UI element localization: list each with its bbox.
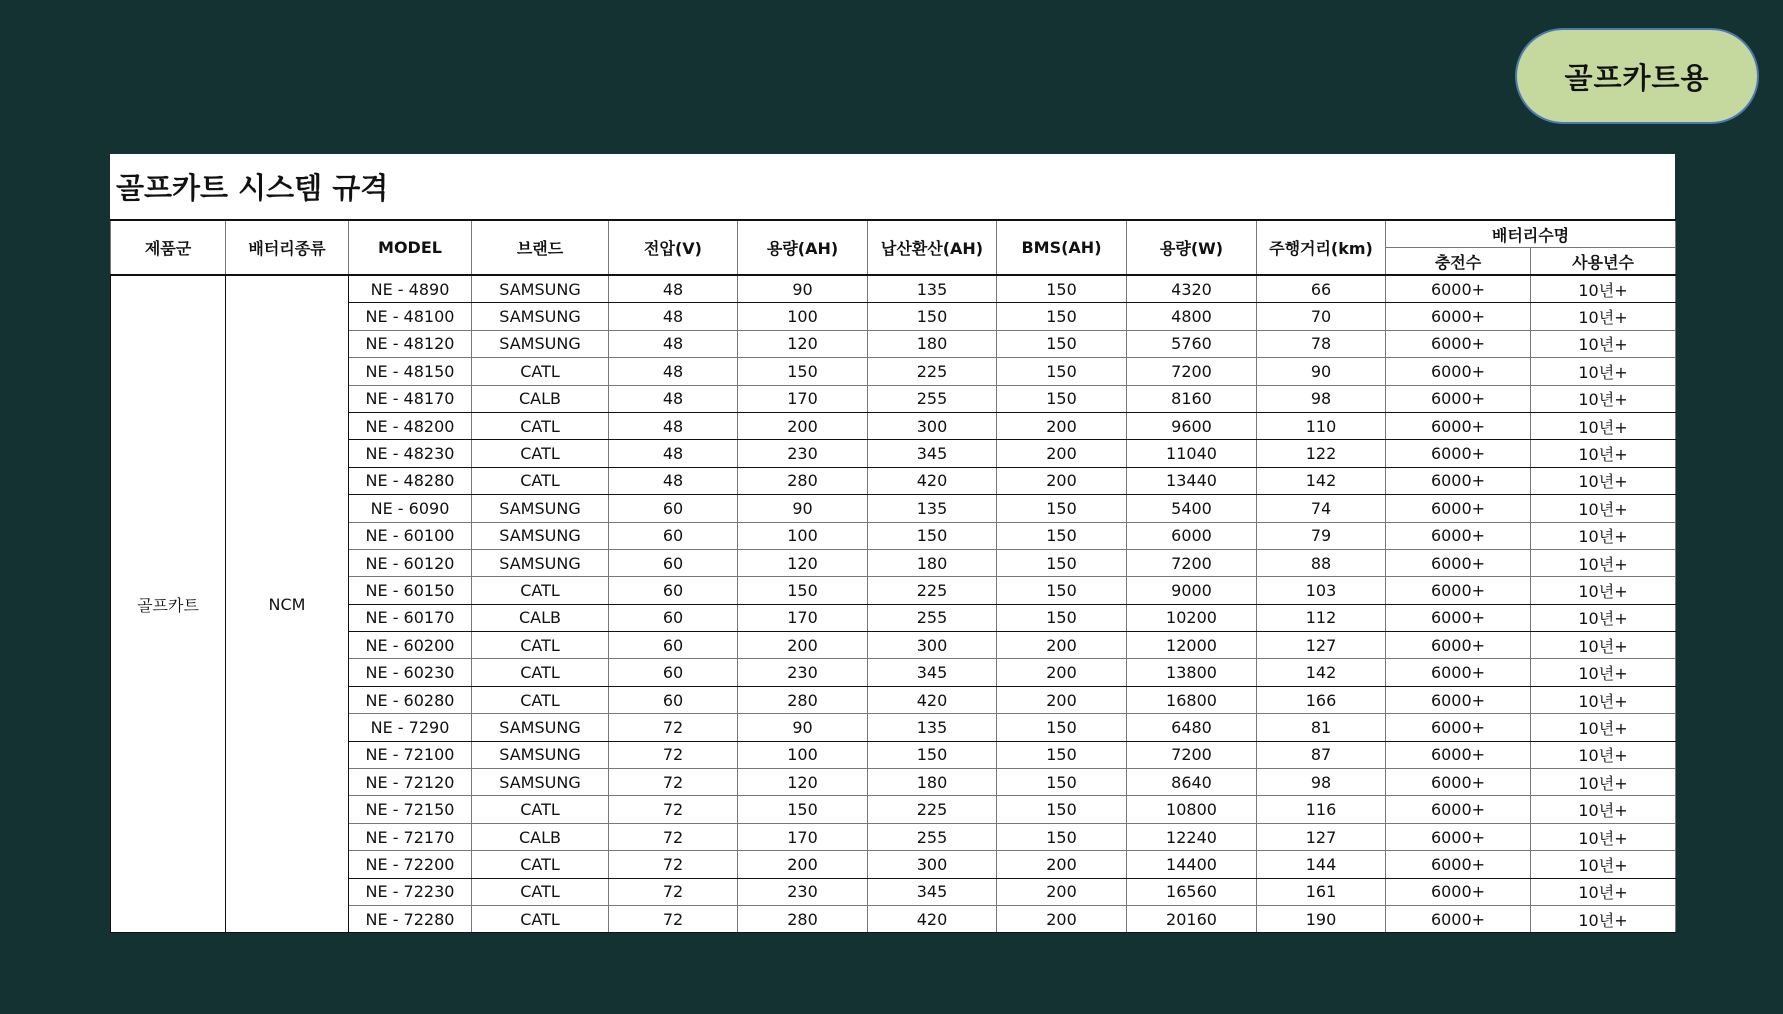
cell-capacity-w: 13440	[1127, 467, 1257, 494]
cell-lead-acid-equiv: 255	[868, 385, 997, 412]
cell-lead-acid-equiv: 300	[868, 632, 997, 659]
cell-range: 110	[1257, 412, 1386, 439]
cell-lead-acid-equiv: 135	[868, 275, 997, 303]
cell-range: 161	[1257, 878, 1386, 905]
cell-capacity-w: 12240	[1127, 823, 1257, 850]
cell-brand: SAMSUNG	[472, 549, 609, 576]
cell-capacity-ah: 90	[738, 495, 868, 522]
cell-bms: 150	[997, 769, 1127, 796]
cell-brand: CATL	[472, 878, 609, 905]
cell-bms: 200	[997, 412, 1127, 439]
cell-range: 81	[1257, 714, 1386, 741]
cell-capacity-w: 10200	[1127, 604, 1257, 631]
cell-voltage: 48	[609, 358, 738, 385]
cell-years: 10년+	[1531, 659, 1676, 686]
cell-capacity-ah: 280	[738, 686, 868, 713]
cell-model: NE - 60280	[349, 686, 472, 713]
cell-years: 10년+	[1531, 467, 1676, 494]
cell-brand: CATL	[472, 851, 609, 878]
cell-years: 10년+	[1531, 686, 1676, 713]
cell-capacity-w: 10800	[1127, 796, 1257, 823]
header-voltage: 전압(V)	[609, 220, 738, 275]
cell-cycles: 6000+	[1386, 275, 1531, 303]
cell-voltage: 60	[609, 686, 738, 713]
cell-cycles: 6000+	[1386, 878, 1531, 905]
cell-voltage: 48	[609, 440, 738, 467]
cell-years: 10년+	[1531, 330, 1676, 357]
cell-voltage: 72	[609, 851, 738, 878]
cell-capacity-ah: 200	[738, 632, 868, 659]
cell-voltage: 72	[609, 905, 738, 932]
cell-voltage: 60	[609, 495, 738, 522]
cell-lead-acid-equiv: 420	[868, 686, 997, 713]
cell-capacity-w: 16560	[1127, 878, 1257, 905]
cell-voltage: 72	[609, 714, 738, 741]
cell-years: 10년+	[1531, 412, 1676, 439]
cell-range: 142	[1257, 659, 1386, 686]
cell-battery-type: NCM	[226, 275, 349, 933]
cell-cycles: 6000+	[1386, 467, 1531, 494]
cell-capacity-ah: 150	[738, 796, 868, 823]
cell-capacity-ah: 120	[738, 549, 868, 576]
cell-voltage: 72	[609, 823, 738, 850]
cell-capacity-w: 13800	[1127, 659, 1257, 686]
cell-cycles: 6000+	[1386, 905, 1531, 932]
cell-lead-acid-equiv: 180	[868, 769, 997, 796]
cell-model: NE - 4890	[349, 275, 472, 303]
cell-capacity-w: 5760	[1127, 330, 1257, 357]
cell-bms: 150	[997, 522, 1127, 549]
cell-model: NE - 72120	[349, 769, 472, 796]
cell-bms: 150	[997, 714, 1127, 741]
cell-model: NE - 48100	[349, 303, 472, 330]
cell-voltage: 60	[609, 659, 738, 686]
cell-years: 10년+	[1531, 275, 1676, 303]
cell-model: NE - 7290	[349, 714, 472, 741]
cell-cycles: 6000+	[1386, 549, 1531, 576]
cell-lead-acid-equiv: 420	[868, 467, 997, 494]
cell-capacity-w: 6000	[1127, 522, 1257, 549]
cell-bms: 200	[997, 851, 1127, 878]
cell-cycles: 6000+	[1386, 385, 1531, 412]
cell-cycles: 6000+	[1386, 659, 1531, 686]
cell-bms: 200	[997, 905, 1127, 932]
cell-range: 190	[1257, 905, 1386, 932]
cell-bms: 150	[997, 577, 1127, 604]
cell-model: NE - 6090	[349, 495, 472, 522]
cell-capacity-w: 7200	[1127, 549, 1257, 576]
cell-capacity-ah: 120	[738, 330, 868, 357]
cell-voltage: 60	[609, 604, 738, 631]
cell-lead-acid-equiv: 300	[868, 851, 997, 878]
cell-years: 10년+	[1531, 741, 1676, 768]
cell-years: 10년+	[1531, 303, 1676, 330]
cell-capacity-w: 16800	[1127, 686, 1257, 713]
cell-years: 10년+	[1531, 358, 1676, 385]
cell-model: NE - 48230	[349, 440, 472, 467]
cell-cycles: 6000+	[1386, 604, 1531, 631]
cell-range: 98	[1257, 769, 1386, 796]
cell-lead-acid-equiv: 180	[868, 549, 997, 576]
cell-capacity-ah: 100	[738, 303, 868, 330]
cell-range: 127	[1257, 632, 1386, 659]
header-years: 사용년수	[1531, 248, 1676, 276]
header-brand: 브랜드	[472, 220, 609, 275]
cell-range: 127	[1257, 823, 1386, 850]
header-battery-type: 배터리종류	[226, 220, 349, 275]
cell-model: NE - 48280	[349, 467, 472, 494]
cell-range: 103	[1257, 577, 1386, 604]
cell-capacity-w: 12000	[1127, 632, 1257, 659]
cell-lead-acid-equiv: 225	[868, 796, 997, 823]
cell-capacity-w: 9600	[1127, 412, 1257, 439]
cell-capacity-ah: 170	[738, 604, 868, 631]
cell-capacity-ah: 90	[738, 714, 868, 741]
cell-range: 112	[1257, 604, 1386, 631]
cell-capacity-ah: 100	[738, 741, 868, 768]
cell-lead-acid-equiv: 420	[868, 905, 997, 932]
cell-capacity-ah: 230	[738, 878, 868, 905]
cell-capacity-w: 7200	[1127, 741, 1257, 768]
cell-bms: 200	[997, 440, 1127, 467]
table-title: 골프카트 시스템 규격	[116, 171, 389, 205]
cell-voltage: 60	[609, 577, 738, 604]
cell-brand: CATL	[472, 577, 609, 604]
cell-bms: 200	[997, 878, 1127, 905]
header-model: MODEL	[349, 220, 472, 275]
cell-lead-acid-equiv: 150	[868, 741, 997, 768]
cell-capacity-w: 14400	[1127, 851, 1257, 878]
header-battery-life: 배터리수명	[1386, 220, 1676, 248]
table-row	[111, 275, 1676, 303]
cell-lead-acid-equiv: 255	[868, 823, 997, 850]
spec-sheet	[110, 154, 1675, 932]
cell-model: NE - 60170	[349, 604, 472, 631]
cell-model: NE - 60200	[349, 632, 472, 659]
cell-cycles: 6000+	[1386, 495, 1531, 522]
cell-cycles: 6000+	[1386, 851, 1531, 878]
cell-range: 66	[1257, 275, 1386, 303]
cell-voltage: 72	[609, 769, 738, 796]
header-capacity-ah: 용량(AH)	[738, 220, 868, 275]
category-badge-label: 골프카트용	[1564, 60, 1710, 95]
cell-cycles: 6000+	[1386, 714, 1531, 741]
cell-model: NE - 60150	[349, 577, 472, 604]
cell-brand: SAMSUNG	[472, 522, 609, 549]
cell-brand: CATL	[472, 659, 609, 686]
cell-model: NE - 72280	[349, 905, 472, 932]
cell-capacity-ah: 170	[738, 823, 868, 850]
cell-brand: CATL	[472, 440, 609, 467]
cell-cycles: 6000+	[1386, 769, 1531, 796]
cell-voltage: 48	[609, 385, 738, 412]
cell-capacity-ah: 200	[738, 412, 868, 439]
cell-cycles: 6000+	[1386, 823, 1531, 850]
cell-brand: CALB	[472, 604, 609, 631]
cell-brand: CATL	[472, 467, 609, 494]
cell-capacity-w: 8160	[1127, 385, 1257, 412]
cell-voltage: 48	[609, 303, 738, 330]
cell-lead-acid-equiv: 255	[868, 604, 997, 631]
cell-bms: 150	[997, 385, 1127, 412]
cell-brand: SAMSUNG	[472, 275, 609, 303]
cell-capacity-w: 5400	[1127, 495, 1257, 522]
cell-cycles: 6000+	[1386, 440, 1531, 467]
cell-voltage: 48	[609, 275, 738, 303]
cell-capacity-ah: 230	[738, 440, 868, 467]
cell-lead-acid-equiv: 345	[868, 659, 997, 686]
cell-range: 88	[1257, 549, 1386, 576]
cell-brand: CATL	[472, 686, 609, 713]
header-bms: BMS(AH)	[997, 220, 1127, 275]
cell-cycles: 6000+	[1386, 632, 1531, 659]
cell-brand: CATL	[472, 905, 609, 932]
cell-lead-acid-equiv: 345	[868, 878, 997, 905]
cell-model: NE - 48200	[349, 412, 472, 439]
cell-brand: CATL	[472, 358, 609, 385]
cell-capacity-ah: 230	[738, 659, 868, 686]
cell-range: 87	[1257, 741, 1386, 768]
cell-years: 10년+	[1531, 549, 1676, 576]
cell-cycles: 6000+	[1386, 358, 1531, 385]
cell-years: 10년+	[1531, 495, 1676, 522]
cell-capacity-ah: 200	[738, 851, 868, 878]
cell-capacity-ah: 150	[738, 577, 868, 604]
cell-range: 74	[1257, 495, 1386, 522]
cell-brand: SAMSUNG	[472, 495, 609, 522]
cell-brand: CATL	[472, 632, 609, 659]
cell-capacity-w: 7200	[1127, 358, 1257, 385]
cell-years: 10년+	[1531, 769, 1676, 796]
cell-cycles: 6000+	[1386, 412, 1531, 439]
cell-years: 10년+	[1531, 522, 1676, 549]
cell-range: 78	[1257, 330, 1386, 357]
cell-cycles: 6000+	[1386, 330, 1531, 357]
cell-model: NE - 72230	[349, 878, 472, 905]
cell-range: 166	[1257, 686, 1386, 713]
cell-cycles: 6000+	[1386, 303, 1531, 330]
cell-model: NE - 60120	[349, 549, 472, 576]
cell-brand: CALB	[472, 385, 609, 412]
cell-product-group: 골프카트	[111, 275, 226, 933]
cell-brand: SAMSUNG	[472, 330, 609, 357]
cell-bms: 150	[997, 275, 1127, 303]
cell-capacity-ah: 120	[738, 769, 868, 796]
cell-voltage: 60	[609, 522, 738, 549]
cell-capacity-ah: 150	[738, 358, 868, 385]
header-lead-acid-equiv: 납산환산(AH)	[868, 220, 997, 275]
cell-model: NE - 72170	[349, 823, 472, 850]
cell-lead-acid-equiv: 150	[868, 303, 997, 330]
cell-lead-acid-equiv: 225	[868, 358, 997, 385]
cell-bms: 150	[997, 303, 1127, 330]
cell-capacity-ah: 280	[738, 467, 868, 494]
cell-capacity-w: 8640	[1127, 769, 1257, 796]
cell-model: NE - 72150	[349, 796, 472, 823]
cell-bms: 200	[997, 632, 1127, 659]
cell-cycles: 6000+	[1386, 522, 1531, 549]
cell-capacity-ah: 100	[738, 522, 868, 549]
cell-voltage: 60	[609, 549, 738, 576]
cell-years: 10년+	[1531, 851, 1676, 878]
cell-brand: CALB	[472, 823, 609, 850]
cell-capacity-w: 6480	[1127, 714, 1257, 741]
cell-years: 10년+	[1531, 632, 1676, 659]
header-product-group: 제품군	[111, 220, 226, 275]
cell-brand: SAMSUNG	[472, 714, 609, 741]
cell-brand: CATL	[472, 412, 609, 439]
cell-voltage: 72	[609, 878, 738, 905]
cell-model: NE - 72100	[349, 741, 472, 768]
cell-range: 116	[1257, 796, 1386, 823]
cell-bms: 200	[997, 686, 1127, 713]
cell-capacity-w: 4800	[1127, 303, 1257, 330]
cell-years: 10년+	[1531, 385, 1676, 412]
cell-range: 98	[1257, 385, 1386, 412]
cell-years: 10년+	[1531, 577, 1676, 604]
category-badge	[1515, 28, 1759, 124]
header-cycles: 충전수	[1386, 248, 1531, 276]
cell-voltage: 60	[609, 632, 738, 659]
cell-model: NE - 48170	[349, 385, 472, 412]
cell-model: NE - 48150	[349, 358, 472, 385]
cell-model: NE - 60230	[349, 659, 472, 686]
cell-lead-acid-equiv: 345	[868, 440, 997, 467]
cell-range: 144	[1257, 851, 1386, 878]
cell-bms: 150	[997, 823, 1127, 850]
cell-lead-acid-equiv: 180	[868, 330, 997, 357]
cell-bms: 150	[997, 330, 1127, 357]
cell-bms: 150	[997, 796, 1127, 823]
cell-bms: 150	[997, 358, 1127, 385]
header-range: 주행거리(km)	[1257, 220, 1386, 275]
cell-range: 90	[1257, 358, 1386, 385]
cell-cycles: 6000+	[1386, 741, 1531, 768]
cell-lead-acid-equiv: 135	[868, 714, 997, 741]
cell-years: 10년+	[1531, 604, 1676, 631]
cell-bms: 200	[997, 659, 1127, 686]
cell-cycles: 6000+	[1386, 796, 1531, 823]
cell-capacity-ah: 280	[738, 905, 868, 932]
cell-bms: 150	[997, 741, 1127, 768]
cell-bms: 150	[997, 604, 1127, 631]
table-body	[111, 275, 1676, 933]
cell-capacity-w: 4320	[1127, 275, 1257, 303]
cell-voltage: 72	[609, 796, 738, 823]
cell-cycles: 6000+	[1386, 686, 1531, 713]
cell-lead-acid-equiv: 135	[868, 495, 997, 522]
cell-capacity-ah: 90	[738, 275, 868, 303]
cell-range: 70	[1257, 303, 1386, 330]
cell-lead-acid-equiv: 300	[868, 412, 997, 439]
cell-voltage: 48	[609, 330, 738, 357]
cell-years: 10년+	[1531, 905, 1676, 932]
cell-model: NE - 72200	[349, 851, 472, 878]
spec-table	[110, 219, 1676, 933]
cell-range: 79	[1257, 522, 1386, 549]
cell-voltage: 72	[609, 741, 738, 768]
cell-capacity-ah: 170	[738, 385, 868, 412]
cell-years: 10년+	[1531, 796, 1676, 823]
cell-capacity-w: 11040	[1127, 440, 1257, 467]
cell-bms: 150	[997, 549, 1127, 576]
cell-lead-acid-equiv: 150	[868, 522, 997, 549]
cell-voltage: 48	[609, 412, 738, 439]
cell-voltage: 48	[609, 467, 738, 494]
cell-bms: 150	[997, 495, 1127, 522]
cell-range: 122	[1257, 440, 1386, 467]
cell-brand: SAMSUNG	[472, 769, 609, 796]
cell-range: 142	[1257, 467, 1386, 494]
header-capacity-w: 용량(W)	[1127, 220, 1257, 275]
cell-brand: CATL	[472, 796, 609, 823]
cell-brand: SAMSUNG	[472, 303, 609, 330]
cell-bms: 200	[997, 467, 1127, 494]
cell-model: NE - 60100	[349, 522, 472, 549]
cell-years: 10년+	[1531, 440, 1676, 467]
cell-years: 10년+	[1531, 878, 1676, 905]
cell-model: NE - 48120	[349, 330, 472, 357]
cell-years: 10년+	[1531, 823, 1676, 850]
cell-capacity-w: 9000	[1127, 577, 1257, 604]
cell-years: 10년+	[1531, 714, 1676, 741]
cell-lead-acid-equiv: 225	[868, 577, 997, 604]
cell-capacity-w: 20160	[1127, 905, 1257, 932]
cell-cycles: 6000+	[1386, 577, 1531, 604]
cell-brand: SAMSUNG	[472, 741, 609, 768]
